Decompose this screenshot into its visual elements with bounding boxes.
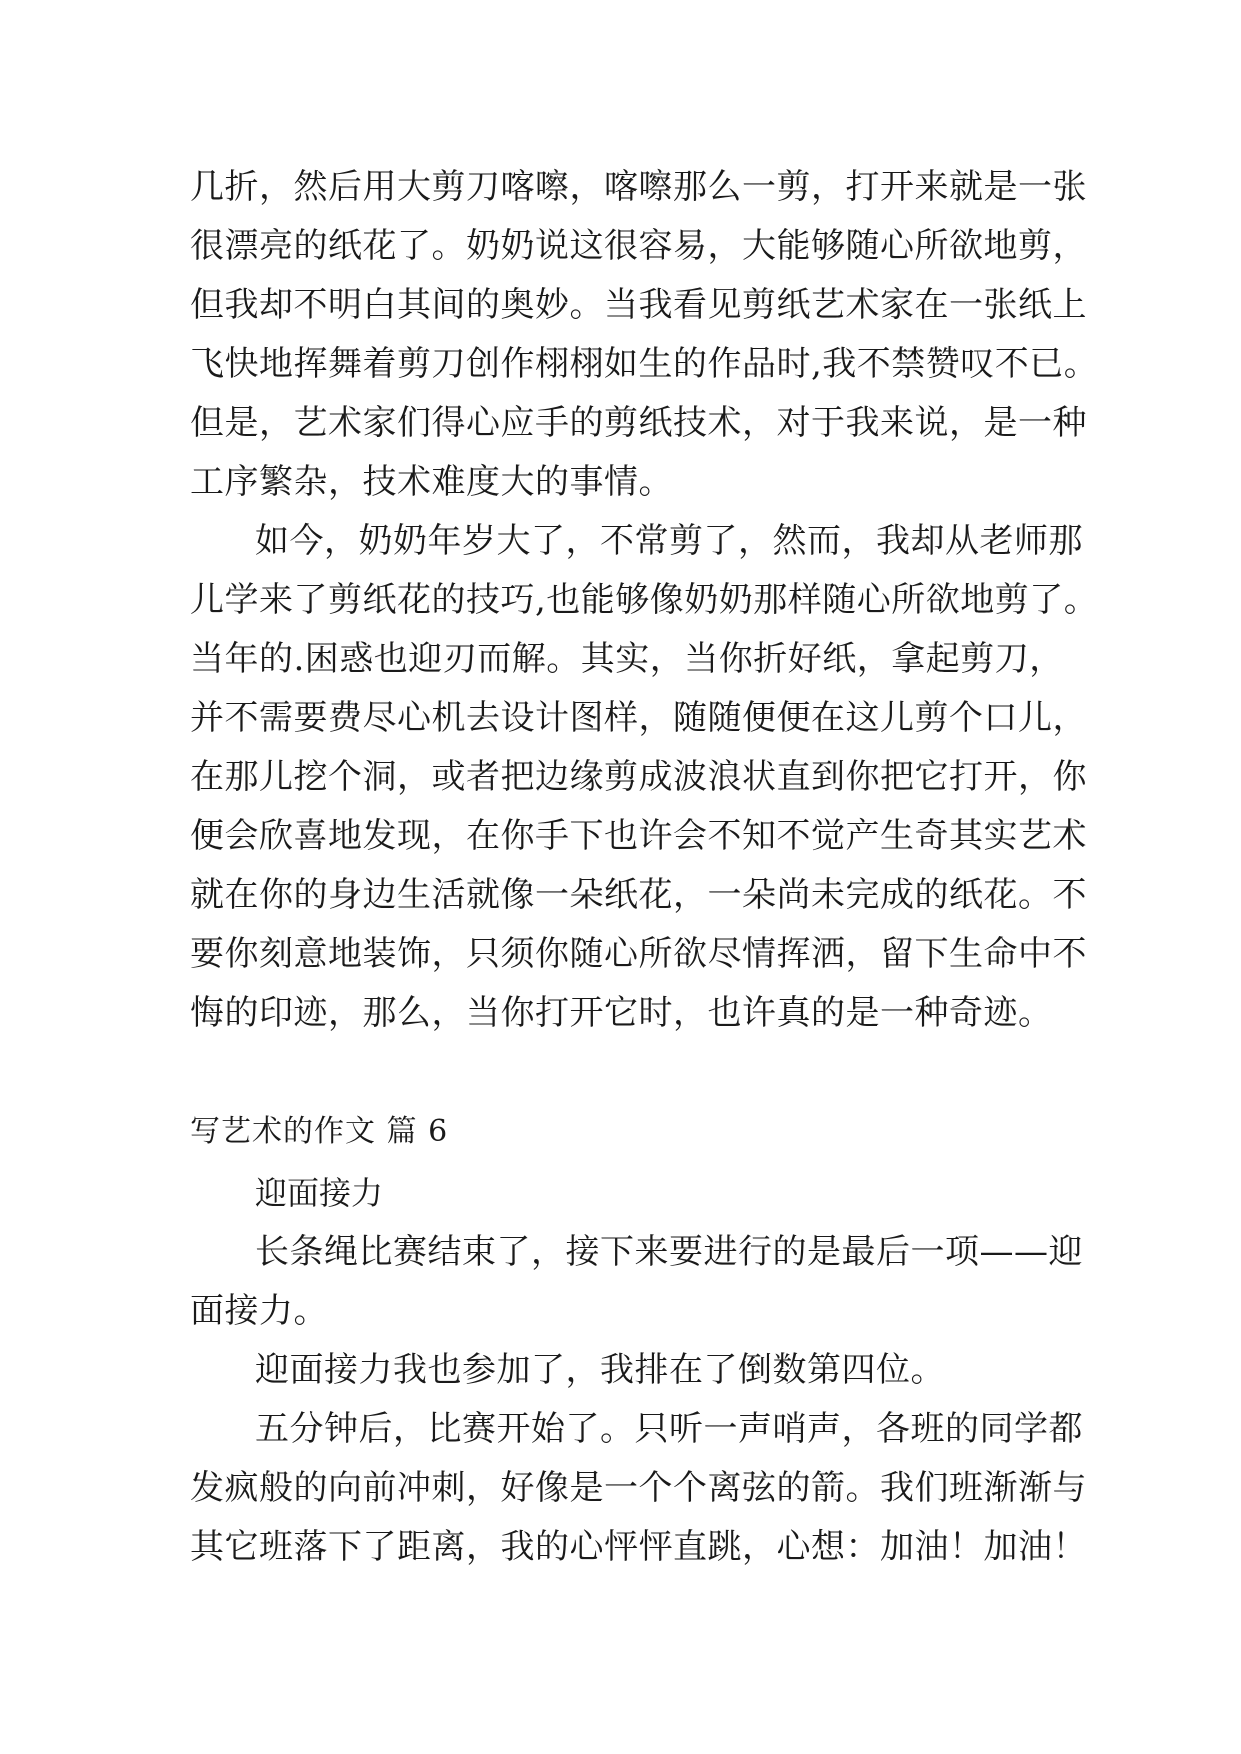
- paragraph: [190, 1223, 1083, 1341]
- essay-title: 迎面接力: [255, 1174, 384, 1212]
- text-line: 如今，奶奶年岁大了，不常剪了，然而，我却从老师那: [255, 521, 1083, 561]
- text-line: 五分钟后，比赛开始了。只听一声哨声，各班的同学都: [255, 1409, 1083, 1449]
- text-line: 飞快地挥舞着剪刀创作栩栩如生的作品时,我不禁赞叹不已。: [190, 344, 1099, 384]
- document-page: [190, 158, 1099, 1577]
- text-line: 但我却不明白其间的奥妙。当我看见剪纸艺术家在一张纸上: [190, 285, 1087, 325]
- paragraph: [190, 1341, 1050, 1400]
- paragraph: [190, 512, 1099, 1043]
- text-line: 工序繁杂，技术难度大的事情。: [190, 462, 673, 502]
- text-line: 就在你的身边生活就像一朵纸花，一朵尚未完成的纸花。不: [190, 875, 1087, 915]
- text-line: 迎面接力我也参加了，我排在了倒数第四位。: [255, 1350, 945, 1390]
- text-line: 便会欣喜地发现，在你手下也许会不知不觉产生奇其实艺术: [190, 816, 1087, 856]
- text-line: 儿学来了剪纸花的技巧,也能够像奶奶那样随心所欲地剪了。: [190, 580, 1099, 620]
- text-line: 要你刻意地装饰，只须你随心所欲尽情挥洒，留下生命中不: [190, 934, 1087, 974]
- text-line: 其它班落下了距离，我的心怦怦直跳，心想：加油！加油！: [190, 1527, 1087, 1567]
- text-line: 长条绳比赛结束了，接下来要进行的是最后一项——迎: [255, 1232, 1083, 1272]
- paragraph: [190, 1400, 1087, 1577]
- text-line: 面接力。: [190, 1291, 328, 1331]
- text-line: 当年的.困惑也迎刃而解。其实，当你折好纸，拿起剪刀，: [190, 639, 1064, 679]
- text-line: 悔的印迹，那么，当你打开它时，也许真的是一种奇迹。: [190, 993, 1053, 1033]
- text-line: 并不需要费尽心机去设计图样，随随便便在这儿剪个口儿，: [190, 698, 1087, 738]
- paragraph: [190, 158, 1099, 512]
- text-line: 发疯般的向前冲刺，好像是一个个离弦的箭。我们班渐渐与: [190, 1468, 1087, 1508]
- section-heading: 写艺术的作文 篇 6: [190, 1114, 449, 1149]
- text-line: 在那儿挖个洞，或者把边缘剪成波浪状直到你把它打开，你: [190, 757, 1087, 797]
- text-line: 很漂亮的纸花了。奶奶说这很容易，大能够随心所欲地剪，: [190, 226, 1087, 266]
- text-line: 几折，然后用大剪刀喀嚓，喀嚓那么一剪，打开来就是一张: [190, 167, 1087, 207]
- text-line: 但是，艺术家们得心应手的剪纸技术，对于我来说，是一种: [190, 403, 1087, 443]
- section-spacer: [190, 1043, 1050, 1101]
